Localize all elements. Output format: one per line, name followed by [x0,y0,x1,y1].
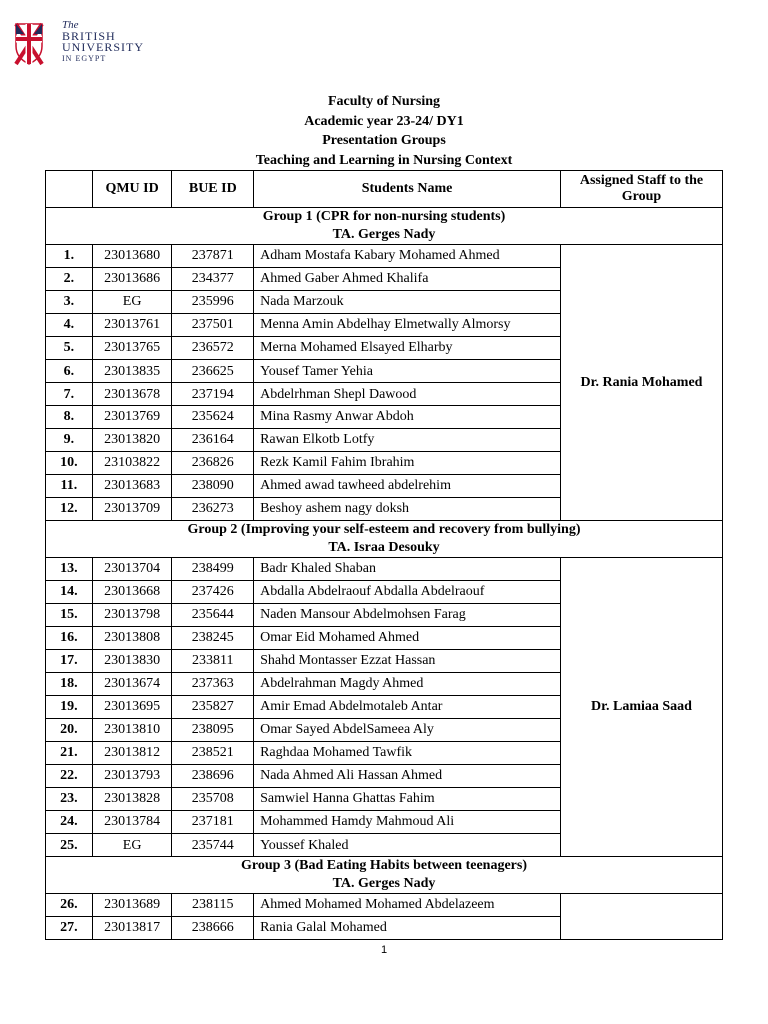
student-name-cell: Abdalla Abdelraouf Abdalla Abdelraouf [254,581,561,604]
row-number: 11. [46,475,93,498]
student-name-cell: Yousef Tamer Yehia [254,360,561,383]
student-name-cell: Rawan Elkotb Lotfy [254,429,561,452]
group-ta: TA. Gerges Nady [332,876,436,891]
qmu-id-cell: 23013820 [92,429,172,452]
bue-id-cell: 235708 [172,788,254,811]
course-title: Teaching and Learning in Nursing Context [255,152,513,168]
header-bue-id: BUE ID [172,171,254,208]
bue-id-cell: 238499 [172,558,254,581]
student-name-cell: Amir Emad Abdelmotaleb Antar [254,696,561,719]
row-number: 12. [46,498,93,521]
document-heading [0,92,768,170]
student-name-cell: Beshoy ashem nagy doksh [254,498,561,521]
qmu-id-cell: 23013828 [92,788,172,811]
student-name-cell: Mina Rasmy Anwar Abdoh [254,406,561,429]
row-number: 2. [46,268,93,291]
group-title: Group 2 (Improving your self-esteem and recovery from bullying) [187,522,581,537]
qmu-id-cell: 23103822 [92,452,172,475]
bue-id-cell: 235996 [172,291,254,314]
bue-id-cell: 236625 [172,360,254,383]
qmu-id-cell: 23013835 [92,360,172,383]
bue-id-cell: 237501 [172,314,254,337]
row-number: 1. [46,245,93,268]
table-row [46,558,723,581]
table-row [46,894,723,917]
table-body [46,208,723,940]
bue-id-cell: 235827 [172,696,254,719]
assigned-staff-cell: Dr. Lamiaa Saad [560,558,722,857]
bue-id-cell: 237194 [172,383,254,406]
bue-id-cell: 236572 [172,337,254,360]
row-number: 18. [46,673,93,696]
qmu-id-cell: 23013709 [92,498,172,521]
group-header-cell [46,521,723,558]
group-title: Group 1 (CPR for non-nursing students) [262,209,506,224]
group-header-cell [46,857,723,894]
row-number: 7. [46,383,93,406]
row-number: 17. [46,650,93,673]
header-number [46,171,93,208]
qmu-id-cell: 23013793 [92,765,172,788]
row-number: 3. [46,291,93,314]
header-qmu-id: QMU ID [92,171,172,208]
qmu-id-cell: 23013812 [92,742,172,765]
qmu-id-cell: 23013784 [92,811,172,834]
row-number: 20. [46,719,93,742]
qmu-id-cell: 23013830 [92,650,172,673]
row-number: 5. [46,337,93,360]
student-name-cell: Raghdaa Mohamed Tawfik [254,742,561,765]
row-number: 23. [46,788,93,811]
row-number: 4. [46,314,93,337]
row-number: 21. [46,742,93,765]
qmu-id-cell: 23013798 [92,604,172,627]
row-number: 24. [46,811,93,834]
table-row [46,245,723,268]
qmu-id-cell: 23013765 [92,337,172,360]
row-number: 13. [46,558,93,581]
student-name-cell: Omar Sayed AbdelSameea Aly [254,719,561,742]
qmu-id-cell: 23013808 [92,627,172,650]
student-name-cell: Naden Mansour Abdelmohsen Farag [254,604,561,627]
document-title: Presentation Groups [322,133,446,148]
qmu-id-cell: 23013704 [92,558,172,581]
row-number: 16. [46,627,93,650]
student-name-cell: Merna Mohamed Elsayed Elharby [254,337,561,360]
bue-id-cell: 237363 [172,673,254,696]
student-name-cell: Ahmed Gaber Ahmed Khalifa [254,268,561,291]
row-number: 19. [46,696,93,719]
qmu-id-cell: 23013761 [92,314,172,337]
student-name-cell: Nada Ahmed Ali Hassan Ahmed [254,765,561,788]
student-name-cell: Ahmed awad tawheed abdelrehim [254,475,561,498]
bue-id-cell: 238115 [172,894,254,917]
qmu-id-cell: EG [92,291,172,314]
student-name-cell: Badr Khaled Shaban [254,558,561,581]
header-assigned-staff: Assigned Staff to the Group [560,171,722,208]
group-title: Group 3 (Bad Eating Habits between teenagers) [241,858,527,873]
row-number: 8. [46,406,93,429]
student-name-cell: Rezk Kamil Fahim Ibrahim [254,452,561,475]
row-number: 27. [46,917,93,940]
shield-flag-icon [14,22,44,66]
group-ta: TA. Israa Desouky [328,540,440,555]
logo-line-british: BRITISH [62,29,116,43]
faculty-title: Faculty of Nursing [328,94,440,109]
assigned-staff-cell [560,894,722,940]
group-ta: TA. Gerges Nady [332,227,436,242]
bue-id-cell: 237426 [172,581,254,604]
bue-id-cell: 238090 [172,475,254,498]
bue-id-cell: 236164 [172,429,254,452]
bue-id-cell: 238521 [172,742,254,765]
student-name-cell: Omar Eid Mohamed Ahmed [254,627,561,650]
qmu-id-cell: EG [92,834,172,857]
group-header-row [46,521,723,558]
bue-id-cell: 235624 [172,406,254,429]
row-number: 15. [46,604,93,627]
student-name-cell: Mohammed Hamdy Mahmoud Ali [254,811,561,834]
bue-id-cell: 237871 [172,245,254,268]
student-name-cell: Menna Amin Abdelhay Elmetwally Almorsy [254,314,561,337]
row-number: 25. [46,834,93,857]
student-name-cell: Samwiel Hanna Ghattas Fahim [254,788,561,811]
bue-id-cell: 236826 [172,452,254,475]
group-header-row [46,208,723,245]
bue-id-cell: 238666 [172,917,254,940]
bue-id-cell: 234377 [172,268,254,291]
qmu-id-cell: 23013686 [92,268,172,291]
bue-id-cell: 238696 [172,765,254,788]
qmu-id-cell: 23013683 [92,475,172,498]
qmu-id-cell: 23013810 [92,719,172,742]
qmu-id-cell: 23013817 [92,917,172,940]
row-number: 6. [46,360,93,383]
qmu-id-cell: 23013668 [92,581,172,604]
academic-year: Academic year 23-24/ DY1 [304,113,464,129]
bue-id-cell: 238095 [172,719,254,742]
qmu-id-cell: 23013680 [92,245,172,268]
student-name-cell: Ahmed Mohamed Mohamed Abdelazeem [254,894,561,917]
logo-line-university: UNIVERSITY [62,40,144,54]
table-header-row [46,171,723,208]
bue-id-cell: 235744 [172,834,254,857]
student-name-cell: Youssef Khaled [254,834,561,857]
qmu-id-cell: 23013769 [92,406,172,429]
student-name-cell: Rania Galal Mohamed [254,917,561,940]
row-number: 22. [46,765,93,788]
bue-id-cell: 236273 [172,498,254,521]
student-name-cell: Nada Marzouk [254,291,561,314]
student-name-cell: Shahd Montasser Ezzat Hassan [254,650,561,673]
student-name-cell: Abdelrahman Magdy Ahmed [254,673,561,696]
logo-line-the: The [62,19,79,31]
bue-id-cell: 233811 [172,650,254,673]
group-header-row [46,857,723,894]
assigned-staff-cell: Dr. Rania Mohamed [560,245,722,521]
qmu-id-cell: 23013674 [92,673,172,696]
bue-id-cell: 237181 [172,811,254,834]
row-number: 14. [46,581,93,604]
qmu-id-cell: 23013689 [92,894,172,917]
row-number: 10. [46,452,93,475]
bue-id-cell: 238245 [172,627,254,650]
qmu-id-cell: 23013678 [92,383,172,406]
group-header-cell [46,208,723,245]
logo-line-egypt: IN EGYPT [62,54,107,63]
bue-id-cell: 235644 [172,604,254,627]
university-logo [14,20,174,70]
qmu-id-cell: 23013695 [92,696,172,719]
student-name-cell: Adham Mostafa Kabary Mohamed Ahmed [254,245,561,268]
row-number: 9. [46,429,93,452]
row-number: 26. [46,894,93,917]
page-number: 1 [380,944,388,956]
presentation-groups-table [45,170,723,940]
header-students-name: Students Name [254,171,561,208]
student-name-cell: Abdelrhman Shepl Dawood [254,383,561,406]
